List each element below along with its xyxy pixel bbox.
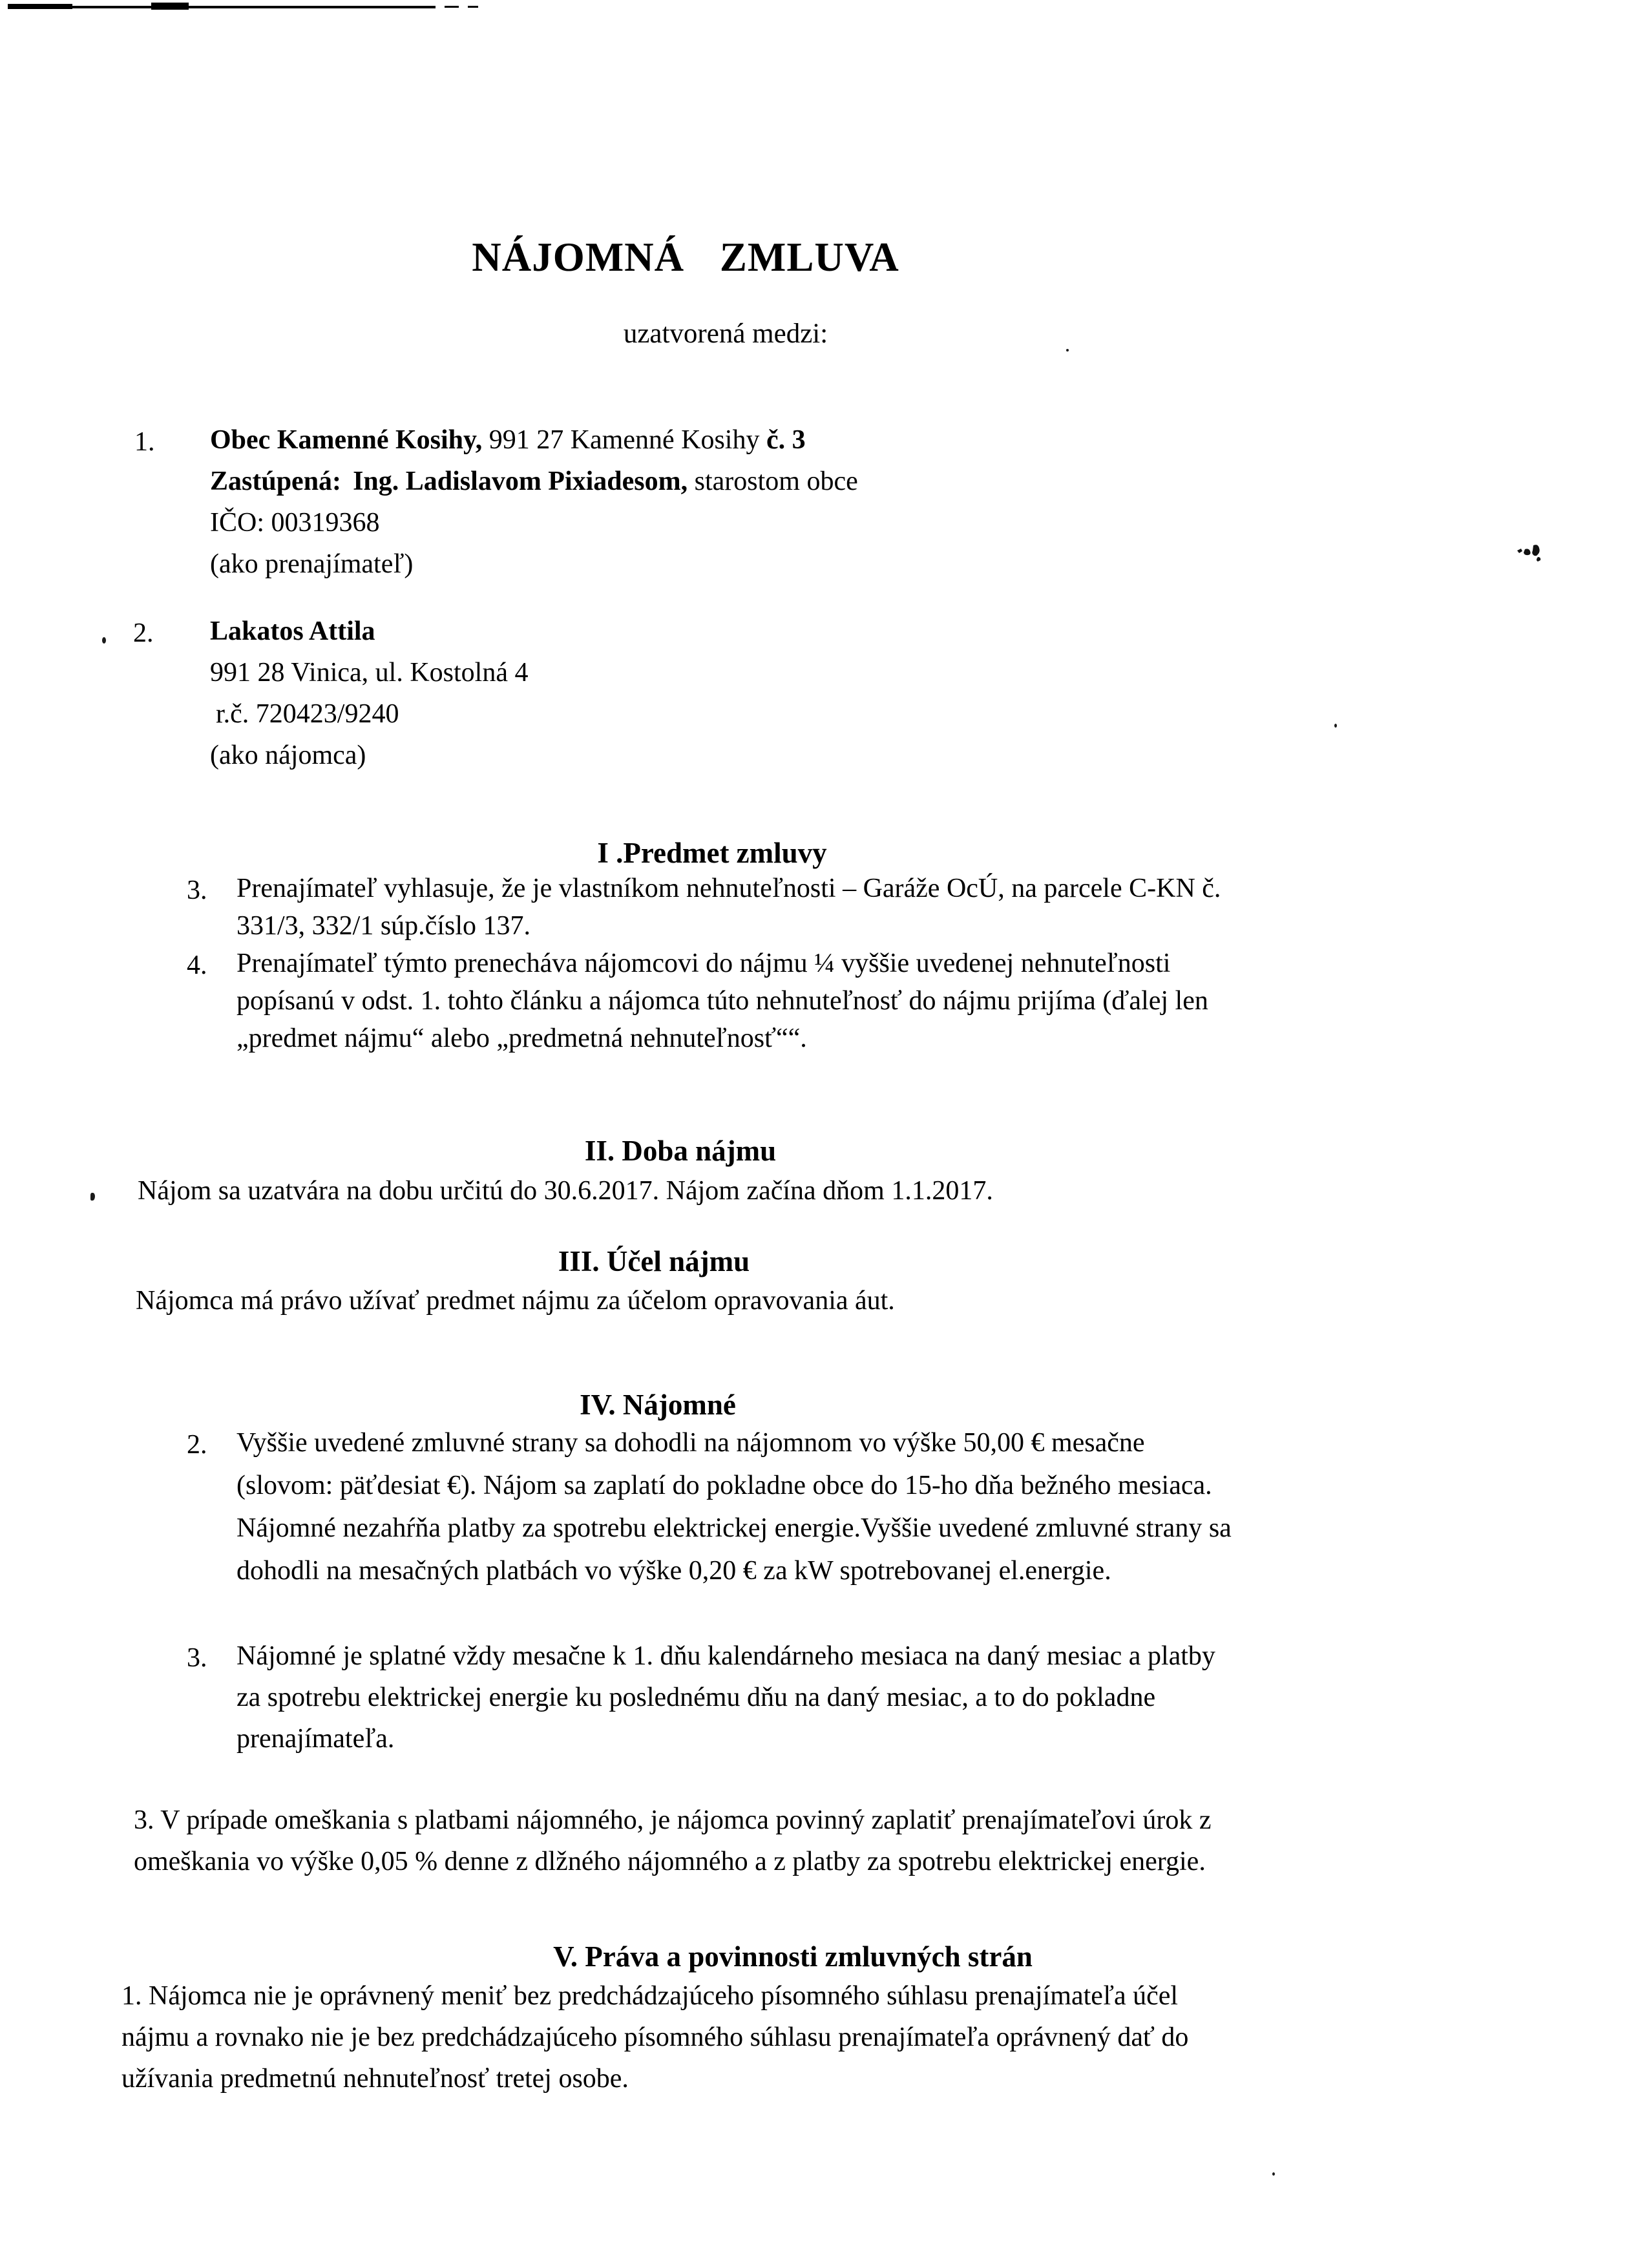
party-address: 991 27 Kamenné Kosihy [482, 425, 766, 455]
list-item-line: „predmet nájmu“ alebo „predmetná nehnuteľnosť““. [236, 1024, 807, 1053]
section-heading: III. Účel nájmu [558, 1245, 750, 1277]
scan-artifact-speck [1272, 2172, 1275, 2176]
list-item-number: 2. [187, 1430, 207, 1460]
paragraph-line: omeškania vo výške 0,05 % denne z dlžného nájomného a z platby za spotrebu elektrickej energie. [134, 1847, 1206, 1876]
paragraph-line: 1. Nájomca nie je oprávnený meniť bez predchádzajúceho písomného súhlasu prenajímateľa účel [121, 1981, 1179, 2011]
scan-artifact-top-line [468, 6, 478, 8]
list-item-line: Nájomné je splatné vždy mesačne k 1. dňu kalendárneho mesiaca na daný mesiac a platby [236, 1641, 1215, 1671]
scan-artifact-top-line [8, 4, 72, 9]
party-number: 2. [133, 618, 154, 648]
party-line: r.č. 720423/9240 [216, 699, 399, 729]
list-item-line: prenajímateľa. [236, 1724, 395, 1754]
list-item-line: popísanú v odst. 1. tohto článku a nájomca túto nehnuteľnosť do nájmu prijíma (ďalej len [236, 986, 1208, 1016]
document-subtitle: uzatvorená medzi: [623, 319, 828, 349]
party-number: 1. [134, 427, 155, 457]
party-line: 991 28 Vinica, ul. Kostolná 4 [210, 658, 529, 688]
paragraph-line: užívania predmetnú nehnuteľnosť tretej osobe. [121, 2064, 629, 2094]
scan-artifact-speck [102, 637, 106, 644]
list-item-line: 331/3, 332/1 súp.číslo 137. [236, 911, 531, 941]
representative-role: starostom obce [688, 467, 858, 496]
paragraph-line: Nájomca má právo užívať predmet nájmu za účelom opravovania áut. [136, 1286, 895, 1316]
party-line: IČO: 00319368 [210, 508, 380, 538]
party-line [210, 618, 375, 645]
document-title: NÁJOMNÁ ZMLUVA [472, 235, 899, 280]
party-name: Lakatos Attila [210, 616, 375, 646]
party-line [210, 426, 806, 454]
party-line: (ako nájomca) [210, 740, 366, 770]
represented-by-label: Zastúpená: [210, 467, 342, 496]
list-item-line: (slovom: päťdesiat €). Nájom sa zaplatí do pokladne obce do 15-ho dňa bežného mesiaca. [236, 1471, 1212, 1500]
representative-name: Ing. Ladislavom Pixiadesom, [353, 467, 688, 496]
section-heading: I .Predmet zmluvy [597, 837, 827, 869]
scan-artifact-speck [1334, 724, 1337, 728]
list-item-line: Prenajímateľ vyhlasuje, že je vlastníkom nehnuteľnosti – Garáže OcÚ, na parcele C-KN č. [236, 874, 1221, 903]
scan-artifact-top-line [72, 6, 151, 8]
scan-artifact-speck [90, 1193, 95, 1201]
party-house-number: č. 3 [766, 425, 806, 455]
list-item-line: dohodli na mesačných platbách vo výške 0,20 € za kW spotrebovanej el.energie. [236, 1556, 1111, 1586]
scan-artifact-smudge [1512, 541, 1551, 567]
section-heading: IV. Nájomné [580, 1389, 736, 1421]
party-line [210, 468, 858, 495]
party-name: Obec Kamenné Kosihy, [210, 425, 483, 455]
list-item-number: 3. [187, 1643, 207, 1673]
list-item-line: Vyššie uvedené zmluvné strany sa dohodli na nájomnom vo výške 50,00 € mesačne [236, 1428, 1145, 1458]
list-item-line: za spotrebu elektrickej energie ku poslednému dňu na daný mesiac, a to do pokladne [236, 1683, 1156, 1712]
paragraph-line: Nájom sa uzatvára na dobu určitú do 30.6.2017. Nájom začína dňom 1.1.2017. [138, 1176, 993, 1206]
section-heading: V. Práva a povinnosti zmluvných strán [553, 1940, 1033, 1973]
paragraph-line: nájmu a rovnako nie je bez predchádzajúceho písomného súhlasu prenajímateľa oprávnený dať do [121, 2022, 1189, 2052]
list-item-line: Nájomné nezahŕňa platby za spotrebu elektrickej energie.Vyššie uvedené zmluvné strany sa [236, 1513, 1232, 1543]
section-heading: II. Doba nájmu [584, 1135, 777, 1167]
paragraph-line: 3. V prípade omeškania s platbami nájomného, je nájomca povinný zaplatiť prenajímateľovi úrok z [134, 1805, 1212, 1835]
scan-artifact-top-line [151, 3, 189, 10]
list-item-number: 4. [187, 950, 207, 980]
scan-artifact-top-line [189, 6, 436, 8]
list-item-number: 3. [187, 876, 207, 905]
scan-artifact-top-line [445, 6, 459, 8]
list-item-line: Prenajímateľ týmto prenecháva nájomcovi do nájmu ¼ vyššie uvedenej nehnuteľnosti [236, 949, 1171, 978]
party-line: (ako prenajímateľ) [210, 549, 414, 579]
